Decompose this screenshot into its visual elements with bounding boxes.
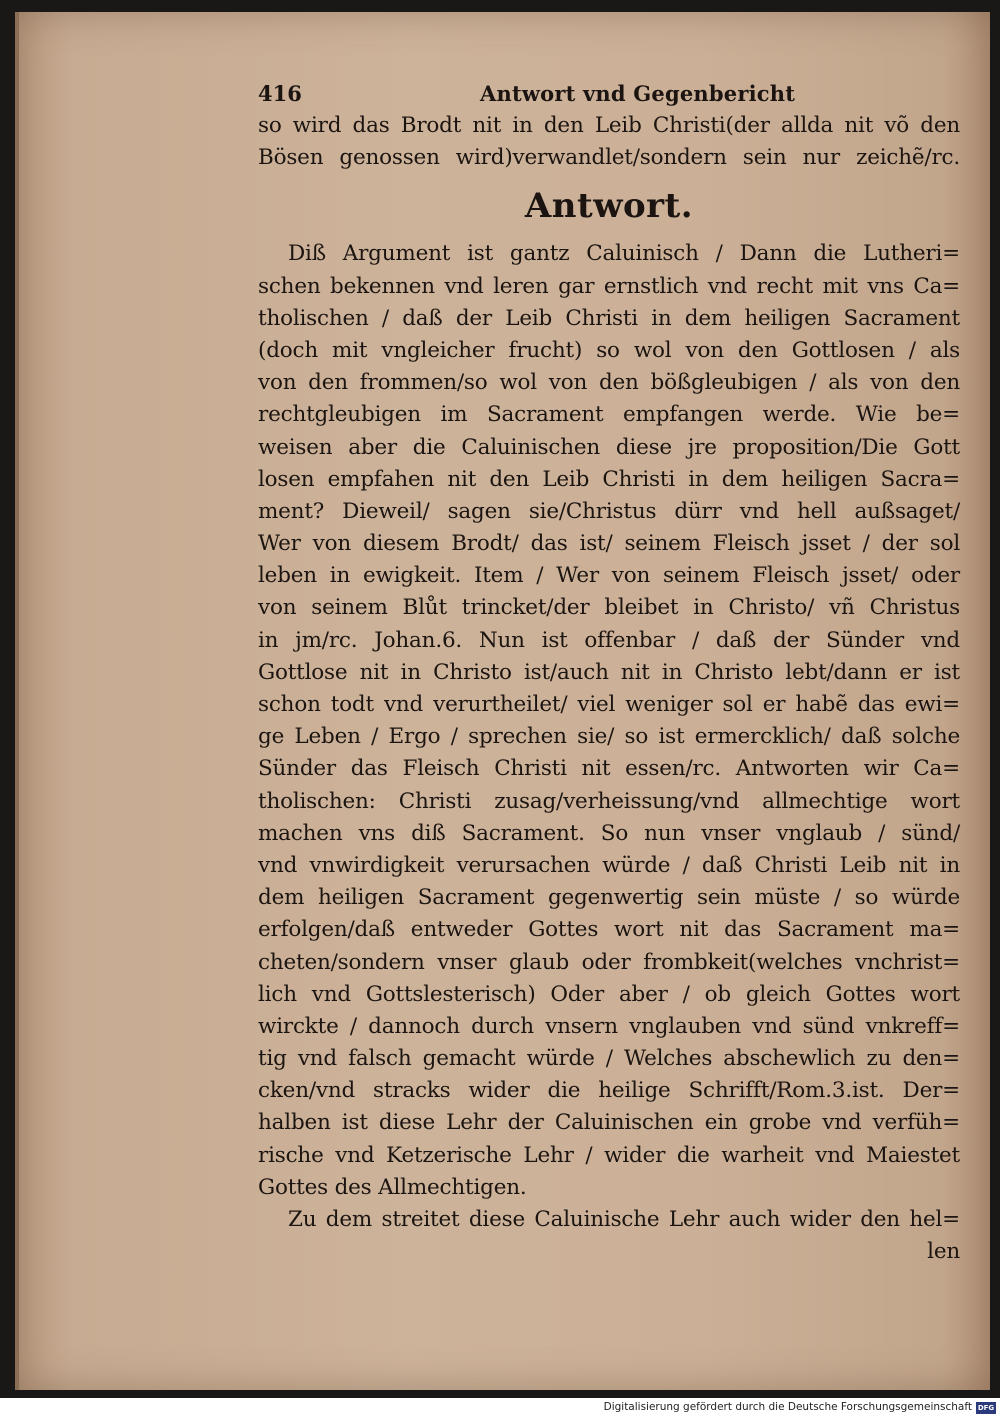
text-line: dem heiligen Sacrament gegenwertig sein müste / so würde — [258, 885, 960, 911]
text-line: tholischen / daß der Leib Christi in dem heiligen Sacrament — [258, 305, 960, 331]
catchword: len — [927, 1239, 960, 1265]
text-line: in jm/rc. Johan.6. Nun ist offenbar / daß der Sünder vnd — [258, 627, 960, 653]
footer-bar — [0, 1398, 1000, 1419]
paragraph-2 — [258, 1204, 960, 1236]
text-line: (doch mit vngleicher frucht) so wol von den Gottlosen / als — [258, 337, 960, 363]
text-line: Gottes des Allmechtigen. — [258, 1174, 527, 1200]
continued-text — [258, 110, 960, 174]
text-line: ment? Dieweil/ sagen sie/Christus dürr vnd hell außsaget/ — [258, 498, 960, 524]
text-line: machen vns diß Sacrament. So nun vnser vnglaub / sünd/ — [258, 820, 960, 846]
digitization-credit: Digitalisierung gefördert durch die Deutsche Forschungsgemeinschaft — [603, 1401, 972, 1413]
text-line: so wird das Brodt nit in den Leib Christi(der allda nit võ den — [258, 113, 960, 138]
text-line: lich vnd Gottslesterisch) Oder aber / ob gleich Gottes wort — [258, 981, 960, 1007]
text-line: tholischen: Christi zusag/verheissung/vnd allmechtige wort — [258, 788, 960, 814]
text-line: vnd vnwirdigkeit verursachen würde / daß Christi Leib nit in — [258, 852, 960, 878]
text-line: tig vnd falsch gemacht würde / Welches abschewlich zu den= — [258, 1046, 960, 1072]
text-line: rische vnd Ketzerische Lehr / wider die warheit vnd Maiestet — [258, 1142, 960, 1168]
text-line: Bösen genossen wird)verwandlet/sondern sein nur zeichẽ/rc. — [258, 145, 960, 171]
paragraph-1 — [258, 238, 960, 1204]
dfg-logo-icon: DFG — [977, 1404, 995, 1412]
page-number: 416 — [258, 81, 302, 106]
running-title: Antwort vnd Gegenbericht — [480, 81, 796, 106]
text-line: Wer von diesem Brodt/ das ist/ seinem Fleisch jsset / der sol — [258, 531, 960, 557]
text-line: cken/vnd stracks wider die heilige Schrifft/Rom.3.ist. Der= — [258, 1078, 960, 1104]
text-line: weisen aber die Caluinischen diese jre proposition/Die Gott — [258, 434, 960, 460]
text-line: schen bekennen vnd leren gar ernstlich vnd recht mit vns Ca= — [258, 273, 960, 299]
page-edge — [15, 12, 19, 1390]
text-line: rechtgleubigen im Sacrament empfangen werde. Wie be= — [258, 402, 960, 428]
text-line: Diß Argument ist gantz Caluinisch / Dann die Lutheri= — [288, 241, 960, 267]
running-head — [258, 78, 960, 110]
text-line: halben ist diese Lehr der Caluinischen ein grobe vnd verfüh= — [258, 1110, 960, 1136]
text-line: Zu dem streitet diese Caluinische Lehr auch wider den hel= — [288, 1207, 960, 1232]
text-line: von seinem Blůt trincket/der bleibet in Christo/ vñ Christus — [258, 595, 960, 621]
text-line: ge Leben / Ergo / sprechen sie/ so ist ermercklich/ daß solche — [258, 724, 960, 750]
text-line: leben in ewigkeit. Item / Wer von seinem Fleisch jsset/ oder — [258, 563, 960, 589]
text-block — [258, 78, 960, 1268]
text-line: erfolgen/daß entweder Gottes wort nit das Sacrament ma= — [258, 917, 960, 943]
text-line: losen empfahen nit den Leib Christi in dem heiligen Sacra= — [258, 466, 960, 492]
text-line: wirckte / dannoch durch vnsern vnglauben vnd sünd vnkreff= — [258, 1013, 960, 1039]
text-line: Sünder das Fleisch Christi nit essen/rc. Antworten wir Ca= — [258, 756, 960, 782]
text-line: cheten/sondern vnser glaub oder frombkeit(welches vnchrist= — [258, 949, 960, 975]
text-line: von den frommen/so wol von den bößgleubigen / als von den — [258, 370, 960, 396]
section-heading: Antwort. — [524, 186, 694, 227]
text-line: schon todt vnd verurtheilet/ viel weniger sol er habẽ das ewi= — [258, 692, 960, 717]
text-line: Gottlose nit in Christo ist/auch nit in Christo lebt/dann er ist — [258, 659, 960, 685]
